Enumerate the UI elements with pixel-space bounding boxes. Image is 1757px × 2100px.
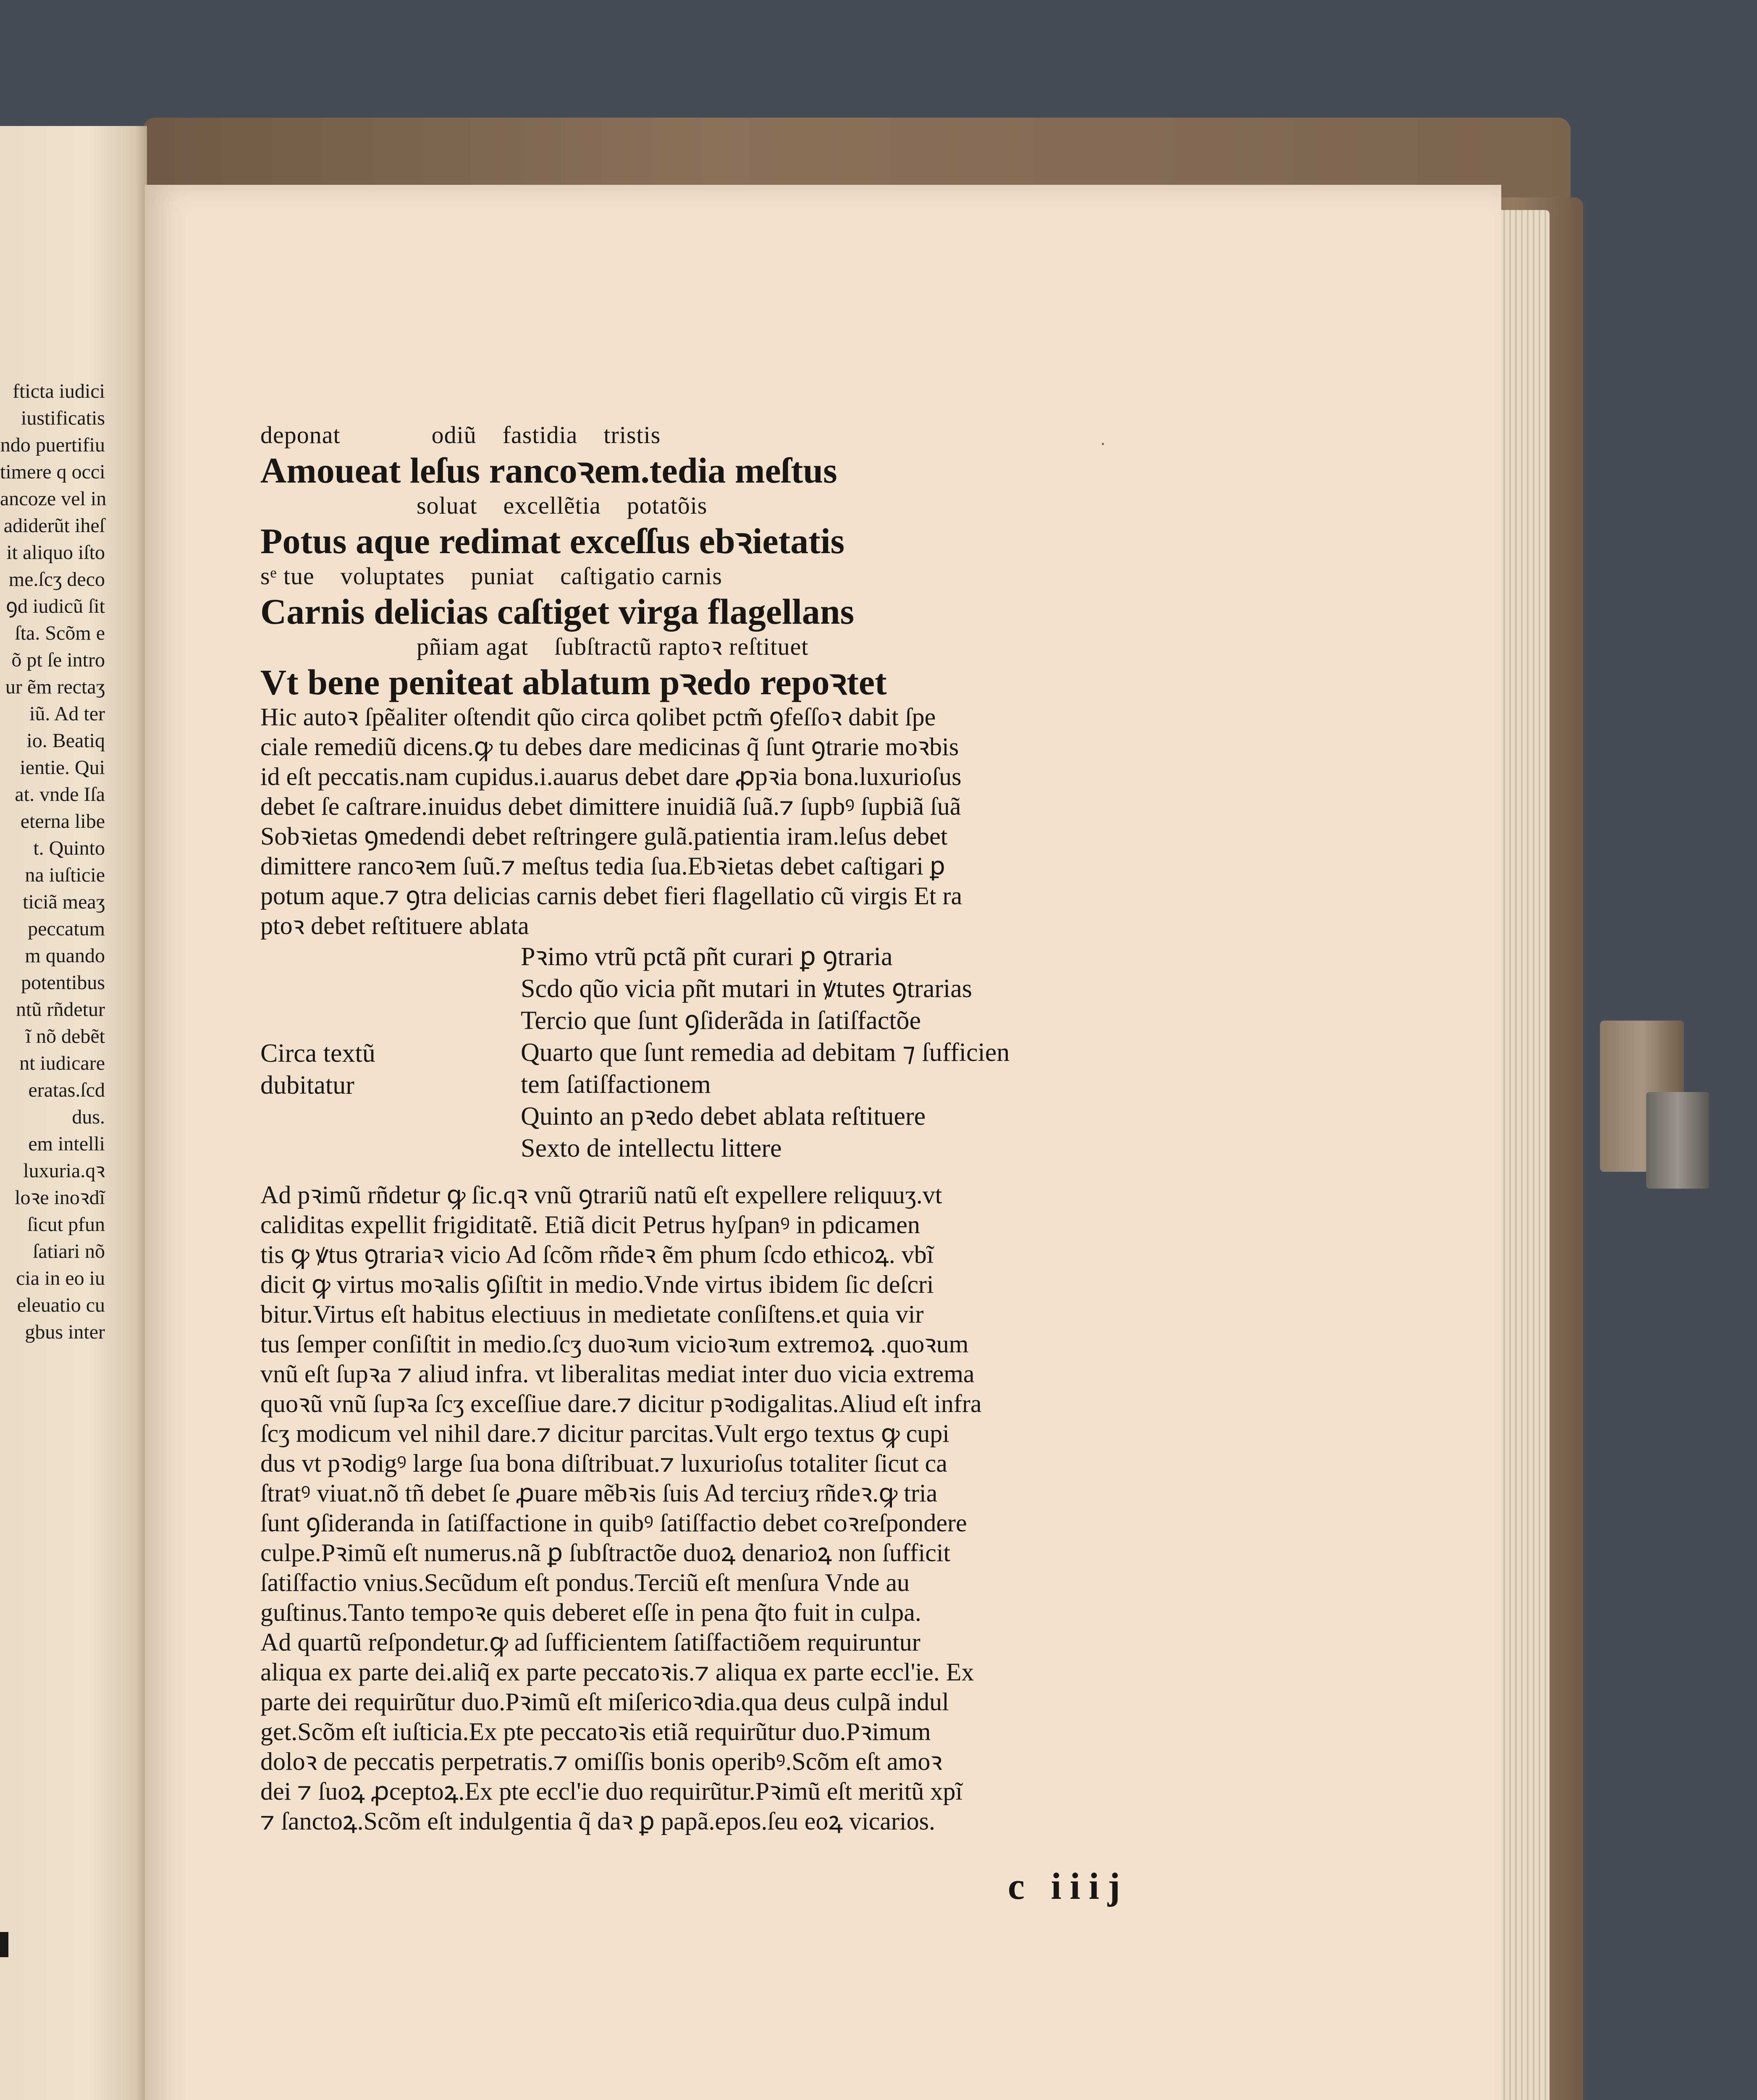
commentary-line: Hic autoꝛ ſpẽaliter oſtendit qũo circa qolibet pctm̃ ꝯfeſſoꝛ dabit ſpe [260, 703, 936, 731]
verse-line: Carnis delicias caſtiget virga flagellans [260, 591, 855, 632]
left-page-line: ſta. Scõm e [15, 622, 105, 644]
verse-line: Potus aque redimat exceſſus ebꝛietatis [260, 521, 845, 561]
verse-line: Vt bene peniteat ablatum pꝛedo repoꝛtet [260, 662, 887, 702]
verse-line: Amoueat leſus rancoꝛem.tedia meſtus [260, 450, 837, 491]
dubitatur-item: Pꝛimo vtrũ pctã pñt curari ꝑ ꝯtraria [521, 942, 893, 971]
commentary-answers [260, 1180, 1163, 1836]
dubitatur-item: Scdo qũo vicia pñt mutari in ꝟtutes ꝯtrarias [521, 974, 972, 1003]
left-page-line: gbus inter [25, 1321, 105, 1343]
commentary-line: get.Scõm eſt iuſticia.Ex pte peccatoꝛis etiã requirũtur duo.Pꝛimum [260, 1718, 931, 1746]
left-page-line: ancoze vel in [0, 488, 107, 510]
left-page-line: ꝯd iudicũ ſit [5, 595, 105, 617]
gloss-line: soluat excellẽtia potatõis [260, 492, 708, 519]
commentary-line: dus vt pꝛodigꝰ large ſua bona diſtribuat.⁊ luxurioſus totaliter ſicut ca [260, 1449, 947, 1477]
left-page-line: eterna libe [20, 810, 105, 832]
left-page-line: adiderũt iheſ [3, 514, 105, 537]
dubitatur-label [260, 1037, 375, 1101]
commentary-line: parte dei requirũtur duo.Pꝛimũ eſt miſericoꝛdia.qua deus culpã indul [260, 1688, 949, 1716]
left-page-line: iustificatis [21, 407, 105, 429]
verse-section [260, 420, 1163, 702]
commentary-line: Ad pꝛimũ rñdetur ꝙ ſic.qꝛ vnũ ꝯtrariũ natũ eſt expellere reliquuʒ.vt [260, 1181, 942, 1209]
gloss-line: pñiam agat ſubſtractũ raptoꝛ reſtituet [260, 633, 809, 660]
left-page-line: cia in eo iu [16, 1267, 105, 1289]
commentary-line: bitur.Virtus eſt habitus electiuus in medietate conſiſtens.et quia vir [260, 1300, 924, 1328]
left-page-line: luxuria.qꝛ [23, 1160, 105, 1182]
text-block [260, 420, 1163, 1836]
commentary-line: tis ꝙ ꝟtus ꝯtrariaꝛ vicio Ad ſcõm rñdeꝛ ẽm phum ſcdo ethicoꝝ. vbĩ [260, 1241, 934, 1268]
commentary-line: potum aque.⁊ ꝯtra delicias carnis debet fieri flagellatio cũ virgis Et ra [260, 882, 962, 910]
dubitatur-item: Tercio que ſunt ꝯſiderãda in ſatiſfactõe [521, 1006, 921, 1035]
dubitatur-item: Quinto an pꝛedo debet ablata reſtituere [521, 1102, 926, 1131]
left-page-line: t. Quinto [33, 837, 105, 859]
commentary-line: dicit ꝙ virtus moꝛalis ꝯſiſtit in medio.Vnde virtus ibidem ſic deſcri [260, 1270, 934, 1298]
commentary-line: vnũ eſt ſupꝛa ⁊ aliud infra. vt liberalitas mediat inter duo vicia extrema [260, 1360, 975, 1388]
left-page-text [0, 378, 105, 1346]
left-page-line: it aliquo iſto [6, 541, 105, 564]
commentary-line: guſtinus.Tanto tempoꝛe quis deberet eſſe in pena q̃to fuit in culpa. [260, 1599, 921, 1626]
left-page-line: ientie. Qui [20, 756, 105, 779]
signature-mark: c iiij [1008, 1866, 1129, 1907]
left-page-line: potentibus [21, 971, 105, 994]
commentary-line: culpe.Pꝛimũ eſt numerus.nã ꝑ ſubſtractõe duoꝝ denarioꝝ non ſufficit [260, 1539, 951, 1567]
left-page-line: ĩ nõ debẽt [25, 1025, 105, 1047]
dubitatur-label-2: dubitatur [260, 1071, 354, 1100]
commentary-line: tus ſemper conſiſtit in medio.ſcʒ duoꝛum vicioꝛum extremoꝝ .quoꝛum [260, 1330, 969, 1358]
commentary-line: quoꝛũ vnũ ſupꝛa ſcʒ exceſſiue dare.⁊ dicitur pꝛodigalitas.Aliud eſt infra [260, 1390, 982, 1418]
left-page-line: na iuſticie [25, 864, 105, 886]
commentary-intro [260, 702, 1163, 941]
left-page [0, 126, 147, 2100]
dubitatur-item: tem ſatiſfactionem [521, 1070, 711, 1099]
commentary-line: dimittere rancoꝛem ſuũ.⁊ meſtus tedia ſua.Ebꝛietas debet caſtigari ꝑ [260, 852, 945, 880]
left-page-line: nt iudicare [19, 1052, 105, 1074]
left-page-line: dus. [72, 1106, 105, 1128]
left-page-line: me.ſcʒ deco [8, 568, 105, 591]
gloss-line: sᵉ tue voluptates puniat caſtigatio carnis [260, 562, 722, 590]
commentary-line: ſtratꝰ viuat.nõ tñ debet ſe ꝓuare mẽbꝛis ſuis Ad terciuʒ rñdeꝛ.ꝙ tria [260, 1479, 938, 1507]
left-page-mark [0, 1932, 8, 1957]
left-page-line: eratas.ſcd [28, 1079, 105, 1101]
left-page-line: loꝛe inoꝛdĩ [15, 1186, 105, 1209]
commentary-line: ſatiſfactio vnius.Secũdum eſt pondus.Terciũ eſt menſura Vnde au [260, 1569, 910, 1596]
commentary-line: Sobꝛietas ꝯmedendi debet reſtringere gulã.patientia iram.leſus debet [260, 822, 948, 850]
commentary-line: ſcʒ modicum vel nihil dare.⁊ dicitur parcitas.Vult ergo textus ꝙ cupi [260, 1420, 949, 1447]
left-page-line: fticta iudici [13, 380, 105, 402]
commentary-line: ſunt ꝯſideranda in ſatiſfactione in quibꝰ ſatiſfactio debet coꝛreſpondere [260, 1509, 967, 1537]
commentary-line: ptoꝛ debet reſtituere ablata [260, 912, 529, 940]
left-page-line: ur ẽm rectaʒ [5, 676, 105, 698]
commentary-line: ciale remediũ dicens.ꝙ tu debes dare medicinas q̃ ſunt ꝯtrarie moꝛbis [260, 733, 959, 761]
left-page-line: ticiã meaʒ [23, 891, 105, 913]
commentary-line: caliditas expellit frigiditatẽ. Etiã dicit Petrus hyſpanꝰ in pdicamen [260, 1211, 920, 1239]
dubitatur-item: Quarto que ſunt remedia ad debitam ⁊ ſufficien [521, 1038, 1010, 1067]
commentary-line: dei ⁊ ſuoꝝ ꝓceptoꝝ.Ex pte eccl'ie duo requirũtur.Pꝛimũ eſt meritũ xpĩ [260, 1777, 963, 1805]
left-page-line: õ pt ſe intro [11, 649, 105, 671]
left-page-line: at. vnde Iſa [15, 783, 105, 806]
dubitatur-item: Sexto de intellectu littere [521, 1134, 782, 1163]
left-page-line: timere q occi [0, 461, 105, 483]
commentary-line: id eſt peccatis.nam cupidus.i.auarus debet dare ꝓpꝛia bona.luxurioſus [260, 763, 962, 790]
left-page-line: em intelli [28, 1133, 105, 1155]
dubitatur-list [521, 941, 1010, 1164]
left-page-line: m quando [25, 945, 105, 967]
commentary-line: aliqua ex parte dei.aliq̃ ex parte peccatoꝛis.⁊ aliqua ex parte eccl'ie. Ex [260, 1658, 974, 1686]
dubitatur-section [260, 941, 1163, 1180]
left-page-line: ntũ rñdetur [16, 998, 105, 1021]
left-page-line: peccatum [28, 918, 105, 940]
left-page-line: ſatiari nõ [33, 1240, 105, 1263]
dubitatur-label-1: Circa textũ [260, 1039, 375, 1068]
left-page-line: ndo puertifiu [0, 434, 105, 456]
left-page-line: io. Beatiq [26, 730, 105, 752]
left-page-line: ſicut pfun [27, 1213, 105, 1236]
gloss-line: deponat odiũ fastidia tristis [260, 421, 661, 449]
commentary-line: ⁊ ſanctoꝝ.Scõm eſt indulgentia q̃ daꝛ ꝑ papã.epos.ſeu eoꝝ vicarios. [260, 1807, 935, 1835]
commentary-line: Ad quartũ reſpondetur.ꝙ ad ſufficientem ſatiſfactiõem requiruntur [260, 1628, 920, 1656]
page-speck: · [1100, 435, 1106, 454]
commentary-line: debet ſe caſtrare.inuidus debet dimittere inuidiã ſuã.⁊ ſupbꝰ ſupbiã ſuã [260, 793, 961, 820]
left-page-line: iũ. Ad ter [29, 703, 105, 725]
book-clasp-metal [1646, 1092, 1709, 1189]
commentary-line: doloꝛ de peccatis perpetratis.⁊ omiſſis bonis operibꝰ.Scõm eſt amoꝛ [260, 1748, 942, 1775]
left-page-line: eleuatio cu [17, 1294, 105, 1316]
